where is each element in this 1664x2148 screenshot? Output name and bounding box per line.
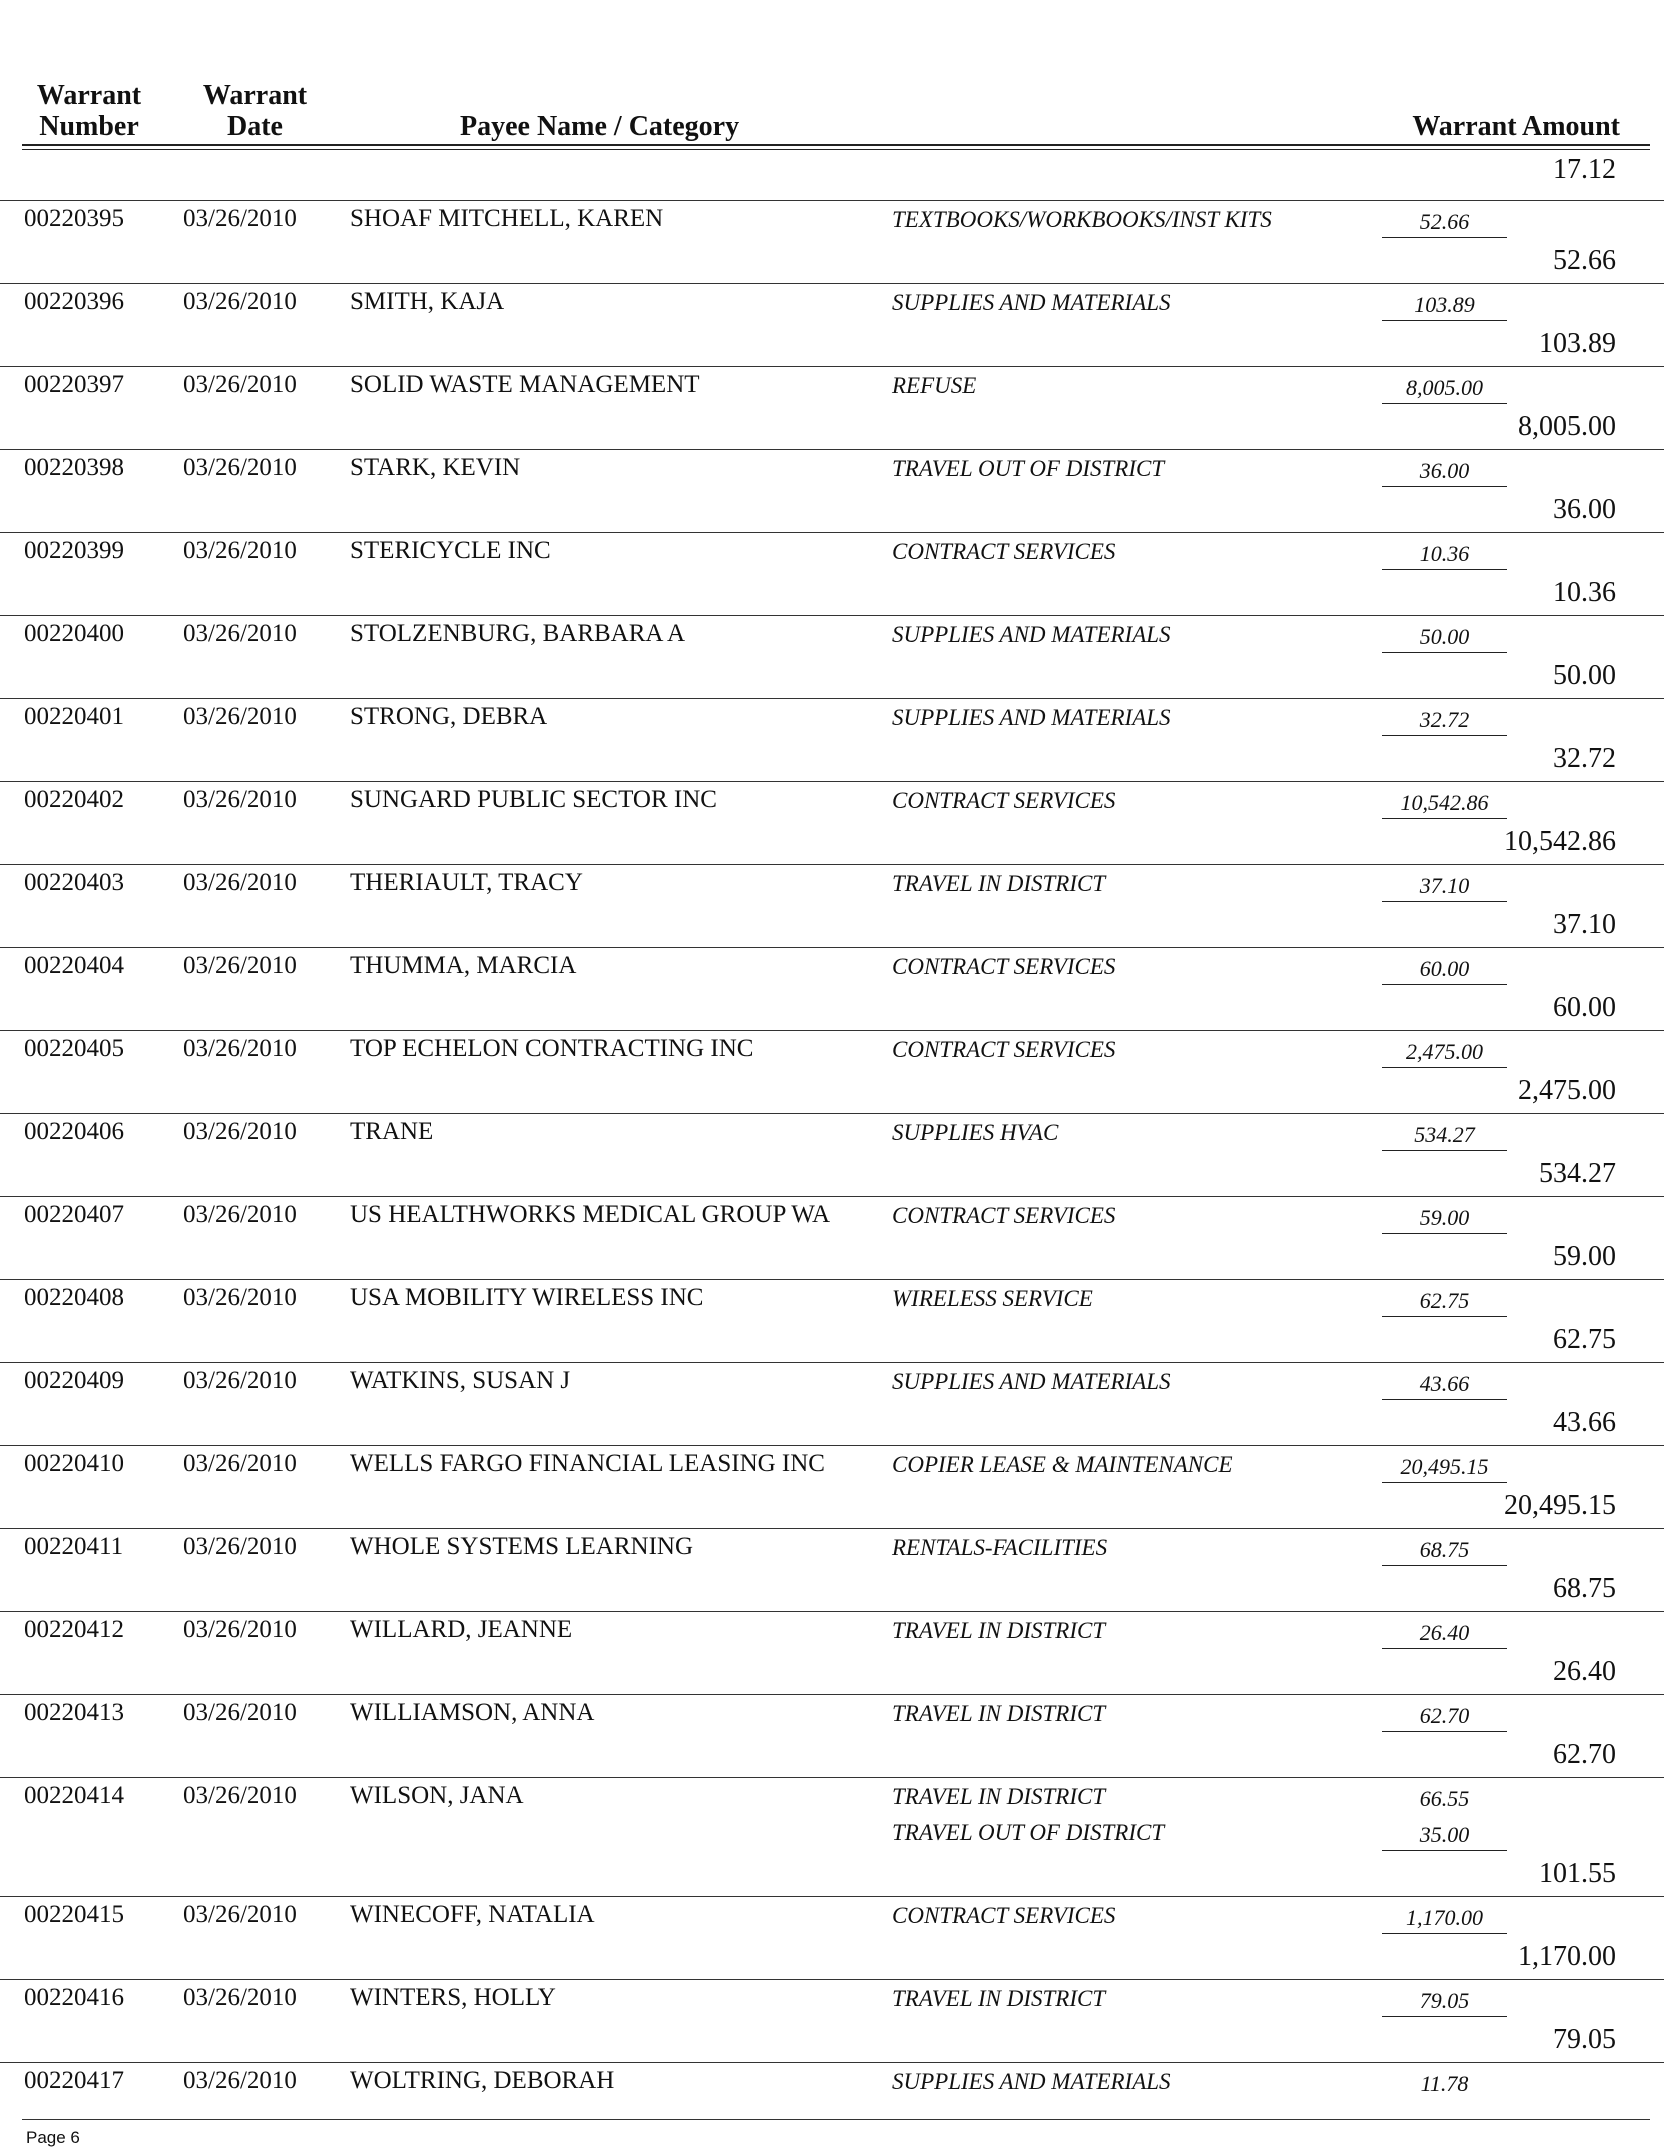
payee-name: SMITH, KAJA bbox=[350, 288, 505, 315]
warrant-total: 534.27 bbox=[1539, 1158, 1616, 1189]
category-lines bbox=[892, 1701, 1612, 1737]
category-name: SUPPLIES AND MATERIALS bbox=[892, 1369, 1171, 1394]
category-lines bbox=[892, 954, 1612, 990]
warrant-date: 03/26/2010 bbox=[183, 205, 297, 232]
warrant-total: 10,542.86 bbox=[1504, 826, 1616, 857]
table-row bbox=[0, 1979, 1664, 2062]
warrant-total: 8,005.00 bbox=[1518, 411, 1616, 442]
warrant-total: 36.00 bbox=[1553, 494, 1616, 525]
warrant-number: 00220413 bbox=[24, 1699, 124, 1726]
payee-name: SUNGARD PUBLIC SECTOR INC bbox=[350, 786, 717, 813]
warrant-number: 00220409 bbox=[24, 1367, 124, 1394]
category-line bbox=[892, 1452, 1612, 1488]
table-row bbox=[0, 864, 1664, 947]
category-lines bbox=[892, 290, 1612, 326]
category-line bbox=[892, 954, 1612, 990]
warrant-total: 62.75 bbox=[1553, 1324, 1616, 1355]
payee-name: STRONG, DEBRA bbox=[350, 703, 548, 730]
category-name: CONTRACT SERVICES bbox=[892, 788, 1116, 813]
category-name: CONTRACT SERVICES bbox=[892, 1903, 1116, 1928]
category-lines bbox=[892, 622, 1612, 658]
warrant-date: 03/26/2010 bbox=[183, 703, 297, 730]
line-amount: 62.70 bbox=[1382, 1703, 1507, 1732]
warrant-number: 00220415 bbox=[24, 1901, 124, 1928]
warrant-total: 60.00 bbox=[1553, 992, 1616, 1023]
warrant-number: 00220395 bbox=[24, 205, 124, 232]
payee-name: WATKINS, SUSAN J bbox=[350, 1367, 571, 1394]
category-lines bbox=[892, 2069, 1612, 2105]
category-lines bbox=[892, 1452, 1612, 1488]
category-line bbox=[892, 290, 1612, 326]
category-line bbox=[892, 622, 1612, 658]
warrant-date: 03/26/2010 bbox=[183, 537, 297, 564]
category-name: CONTRACT SERVICES bbox=[892, 954, 1116, 979]
category-lines bbox=[892, 1986, 1612, 2022]
table-row bbox=[0, 1279, 1664, 1362]
payee-name: STOLZENBURG, BARBARA A bbox=[350, 620, 686, 647]
category-name: TRAVEL IN DISTRICT bbox=[892, 871, 1106, 896]
payee-name: THUMMA, MARCIA bbox=[350, 952, 577, 979]
category-line bbox=[892, 788, 1612, 824]
category-lines bbox=[892, 1903, 1612, 1939]
line-amount: 534.27 bbox=[1382, 1122, 1507, 1151]
category-name: TRAVEL IN DISTRICT bbox=[892, 1618, 1106, 1643]
payee-name: WILLIAMSON, ANNA bbox=[350, 1699, 595, 1726]
warrant-total: 68.75 bbox=[1553, 1573, 1616, 1604]
category-lines bbox=[892, 456, 1612, 492]
warrant-date: 03/26/2010 bbox=[183, 1201, 297, 1228]
line-amount: 32.72 bbox=[1382, 707, 1507, 736]
warrant-date: 03/26/2010 bbox=[183, 2067, 297, 2094]
category-lines bbox=[892, 1535, 1612, 1571]
line-amount: 10.36 bbox=[1382, 541, 1507, 570]
warrant-total: 37.10 bbox=[1553, 909, 1616, 940]
line-amount: 52.66 bbox=[1382, 209, 1507, 238]
warrant-date: 03/26/2010 bbox=[183, 288, 297, 315]
category-lines bbox=[892, 1618, 1612, 1654]
category-line bbox=[892, 1784, 1612, 1820]
warrant-date: 03/26/2010 bbox=[183, 1984, 297, 2011]
payee-name: SHOAF MITCHELL, KAREN bbox=[350, 205, 664, 232]
warrant-date: 03/26/2010 bbox=[183, 1782, 297, 1809]
warrant-number: 00220402 bbox=[24, 786, 124, 813]
warrant-date: 03/26/2010 bbox=[183, 1616, 297, 1643]
line-amount: 66.55 bbox=[1419, 1786, 1470, 1811]
category-line bbox=[892, 1037, 1612, 1073]
category-line bbox=[892, 1369, 1612, 1405]
line-amount: 26.40 bbox=[1382, 1620, 1507, 1649]
category-name: CONTRACT SERVICES bbox=[892, 1203, 1116, 1228]
warrant-total: 26.40 bbox=[1553, 1656, 1616, 1687]
category-lines bbox=[892, 1203, 1612, 1239]
warrant-table bbox=[0, 200, 1664, 2145]
table-row bbox=[0, 532, 1664, 615]
category-line bbox=[892, 1618, 1612, 1654]
warrant-number: 00220412 bbox=[24, 1616, 124, 1643]
warrant-total: 20,495.15 bbox=[1504, 1490, 1616, 1521]
category-lines bbox=[892, 1037, 1612, 1073]
category-lines bbox=[892, 1286, 1612, 1322]
line-amount: 68.75 bbox=[1382, 1537, 1507, 1566]
table-row bbox=[0, 947, 1664, 1030]
line-amount: 60.00 bbox=[1382, 956, 1507, 985]
category-name: WIRELESS SERVICE bbox=[892, 1286, 1093, 1311]
table-row bbox=[0, 200, 1664, 283]
line-amount: 2,475.00 bbox=[1382, 1039, 1507, 1068]
category-name: REFUSE bbox=[892, 373, 977, 398]
warrant-total: 2,475.00 bbox=[1518, 1075, 1616, 1106]
category-name: CONTRACT SERVICES bbox=[892, 539, 1116, 564]
line-amount: 79.05 bbox=[1382, 1988, 1507, 2017]
category-line bbox=[892, 871, 1612, 907]
warrant-date: 03/26/2010 bbox=[183, 1035, 297, 1062]
payee-name: STARK, KEVIN bbox=[350, 454, 521, 481]
line-amount: 59.00 bbox=[1382, 1205, 1507, 1234]
warrant-number: 00220407 bbox=[24, 1201, 124, 1228]
table-row bbox=[0, 1694, 1664, 1777]
warrant-number: 00220399 bbox=[24, 537, 124, 564]
warrant-date: 03/26/2010 bbox=[183, 869, 297, 896]
category-line bbox=[892, 705, 1612, 741]
category-lines bbox=[892, 788, 1612, 824]
warrant-number: 00220397 bbox=[24, 371, 124, 398]
warrant-total: 103.89 bbox=[1539, 328, 1616, 359]
category-name: TRAVEL OUT OF DISTRICT bbox=[892, 1820, 1165, 1845]
category-line bbox=[892, 1203, 1612, 1239]
category-line bbox=[892, 1701, 1612, 1737]
line-amount: 35.00 bbox=[1382, 1822, 1507, 1851]
line-amount: 10,542.86 bbox=[1382, 790, 1507, 819]
warrant-date: 03/26/2010 bbox=[183, 1367, 297, 1394]
header-warrant-number: Warrant Number bbox=[36, 80, 142, 142]
category-name: TRAVEL IN DISTRICT bbox=[892, 1701, 1106, 1726]
warrant-total: 32.72 bbox=[1553, 743, 1616, 774]
warrant-number: 00220408 bbox=[24, 1284, 124, 1311]
table-row bbox=[0, 1196, 1664, 1279]
line-amount: 36.00 bbox=[1382, 458, 1507, 487]
category-line bbox=[892, 1535, 1612, 1571]
warrant-number: 00220406 bbox=[24, 1118, 124, 1145]
category-name: RENTALS-FACILITIES bbox=[892, 1535, 1108, 1560]
header-payee-category: Payee Name / Category bbox=[460, 111, 740, 142]
category-lines bbox=[892, 1784, 1612, 1856]
line-amount: 20,495.15 bbox=[1382, 1454, 1507, 1483]
warrant-date: 03/26/2010 bbox=[183, 1284, 297, 1311]
payee-name: WINTERS, HOLLY bbox=[350, 1984, 556, 2011]
table-row bbox=[0, 1896, 1664, 1979]
payee-name: TOP ECHELON CONTRACTING INC bbox=[350, 1035, 754, 1062]
category-line bbox=[892, 1820, 1612, 1856]
warrant-number: 00220417 bbox=[24, 2067, 124, 2094]
category-lines bbox=[892, 373, 1612, 409]
category-name: TRAVEL IN DISTRICT bbox=[892, 1784, 1106, 1809]
header-divider-thin bbox=[22, 149, 1650, 150]
table-row bbox=[0, 1445, 1664, 1528]
table-row bbox=[0, 1611, 1664, 1694]
warrant-date: 03/26/2010 bbox=[183, 620, 297, 647]
category-name: TRAVEL IN DISTRICT bbox=[892, 1986, 1106, 2011]
warrant-date: 03/26/2010 bbox=[183, 1450, 297, 1477]
category-name: SUPPLIES AND MATERIALS bbox=[892, 622, 1171, 647]
payee-name: TRANE bbox=[350, 1118, 434, 1145]
category-line bbox=[892, 2069, 1612, 2105]
line-amount: 43.66 bbox=[1382, 1371, 1507, 1400]
table-row bbox=[0, 1777, 1664, 1896]
warrant-date: 03/26/2010 bbox=[183, 1699, 297, 1726]
line-amount: 11.78 bbox=[1420, 2071, 1469, 2096]
carry-over-amount: 17.12 bbox=[1553, 154, 1616, 185]
warrant-total: 101.55 bbox=[1539, 1858, 1616, 1889]
payee-name: THERIAULT, TRACY bbox=[350, 869, 583, 896]
table-row bbox=[0, 2062, 1664, 2145]
category-name: COPIER LEASE & MAINTENANCE bbox=[892, 1452, 1233, 1477]
warrant-date: 03/26/2010 bbox=[183, 952, 297, 979]
table-row bbox=[0, 1528, 1664, 1611]
warrant-total: 43.66 bbox=[1553, 1407, 1616, 1438]
category-lines bbox=[892, 1369, 1612, 1405]
page-number: Page 6 bbox=[26, 2128, 80, 2147]
payee-name: WHOLE SYSTEMS LEARNING bbox=[350, 1533, 694, 1560]
category-name: SUPPLIES AND MATERIALS bbox=[892, 2069, 1171, 2094]
category-name: SUPPLIES HVAC bbox=[892, 1120, 1059, 1145]
warrant-date: 03/26/2010 bbox=[183, 786, 297, 813]
warrant-total: 79.05 bbox=[1553, 2024, 1616, 2055]
category-name: CONTRACT SERVICES bbox=[892, 1037, 1116, 1062]
warrant-number: 00220401 bbox=[24, 703, 124, 730]
table-row bbox=[0, 283, 1664, 366]
warrant-number: 00220396 bbox=[24, 288, 124, 315]
line-amount: 37.10 bbox=[1382, 873, 1507, 902]
payee-name: WILLARD, JEANNE bbox=[350, 1616, 573, 1643]
category-line bbox=[892, 373, 1612, 409]
payee-name: WINECOFF, NATALIA bbox=[350, 1901, 595, 1928]
warrant-total: 52.66 bbox=[1553, 245, 1616, 276]
category-line bbox=[892, 1903, 1612, 1939]
warrant-date: 03/26/2010 bbox=[183, 1533, 297, 1560]
line-amount: 50.00 bbox=[1382, 624, 1507, 653]
warrant-date: 03/26/2010 bbox=[183, 1118, 297, 1145]
header-warrant-date: Warrant Date bbox=[202, 80, 308, 142]
payee-name: WELLS FARGO FINANCIAL LEASING INC bbox=[350, 1450, 825, 1477]
warrant-number: 00220410 bbox=[24, 1450, 124, 1477]
warrant-number: 00220414 bbox=[24, 1782, 124, 1809]
warrant-date: 03/26/2010 bbox=[183, 371, 297, 398]
category-line bbox=[892, 1120, 1612, 1156]
category-line bbox=[892, 1986, 1612, 2022]
warrant-total: 59.00 bbox=[1553, 1241, 1616, 1272]
header-divider bbox=[22, 144, 1650, 146]
warrant-total: 62.70 bbox=[1553, 1739, 1616, 1770]
warrant-date: 03/26/2010 bbox=[183, 454, 297, 481]
warrant-total: 50.00 bbox=[1553, 660, 1616, 691]
payee-name: WOLTRING, DEBORAH bbox=[350, 2067, 615, 2094]
category-line bbox=[892, 456, 1612, 492]
category-lines bbox=[892, 1120, 1612, 1156]
warrant-total: 10.36 bbox=[1553, 577, 1616, 608]
category-lines bbox=[892, 207, 1612, 243]
table-row bbox=[0, 449, 1664, 532]
warrant-number: 00220398 bbox=[24, 454, 124, 481]
warrant-number: 00220411 bbox=[24, 1533, 124, 1560]
warrant-number: 00220403 bbox=[24, 869, 124, 896]
category-name: SUPPLIES AND MATERIALS bbox=[892, 705, 1171, 730]
payee-name: USA MOBILITY WIRELESS INC bbox=[350, 1284, 704, 1311]
warrant-number: 00220405 bbox=[24, 1035, 124, 1062]
line-amount: 62.75 bbox=[1382, 1288, 1507, 1317]
line-amount: 103.89 bbox=[1382, 292, 1507, 321]
table-row bbox=[0, 1362, 1664, 1445]
table-row bbox=[0, 781, 1664, 864]
payee-name: SOLID WASTE MANAGEMENT bbox=[350, 371, 700, 398]
warrant-number: 00220400 bbox=[24, 620, 124, 647]
footer-divider bbox=[22, 2119, 1650, 2120]
header-warrant-amount: Warrant Amount bbox=[1412, 111, 1620, 142]
warrant-total: 1,170.00 bbox=[1518, 1941, 1616, 1972]
category-lines bbox=[892, 871, 1612, 907]
table-row bbox=[0, 615, 1664, 698]
line-amount: 1,170.00 bbox=[1382, 1905, 1507, 1934]
line-amount: 8,005.00 bbox=[1382, 375, 1507, 404]
category-lines bbox=[892, 539, 1612, 575]
payee-name: WILSON, JANA bbox=[350, 1782, 524, 1809]
category-name: TRAVEL OUT OF DISTRICT bbox=[892, 456, 1165, 481]
category-name: SUPPLIES AND MATERIALS bbox=[892, 290, 1171, 315]
table-row bbox=[0, 1113, 1664, 1196]
table-row bbox=[0, 1030, 1664, 1113]
category-lines bbox=[892, 705, 1612, 741]
payee-name: US HEALTHWORKS MEDICAL GROUP WA bbox=[350, 1201, 831, 1228]
category-line bbox=[892, 1286, 1612, 1322]
category-line bbox=[892, 539, 1612, 575]
category-line bbox=[892, 207, 1612, 243]
warrant-number: 00220404 bbox=[24, 952, 124, 979]
table-row bbox=[0, 698, 1664, 781]
warrant-date: 03/26/2010 bbox=[183, 1901, 297, 1928]
warrant-number: 00220416 bbox=[24, 1984, 124, 2011]
payee-name: STERICYCLE INC bbox=[350, 537, 551, 564]
table-row bbox=[0, 366, 1664, 449]
category-name: TEXTBOOKS/WORKBOOKS/INST KITS bbox=[892, 207, 1272, 232]
